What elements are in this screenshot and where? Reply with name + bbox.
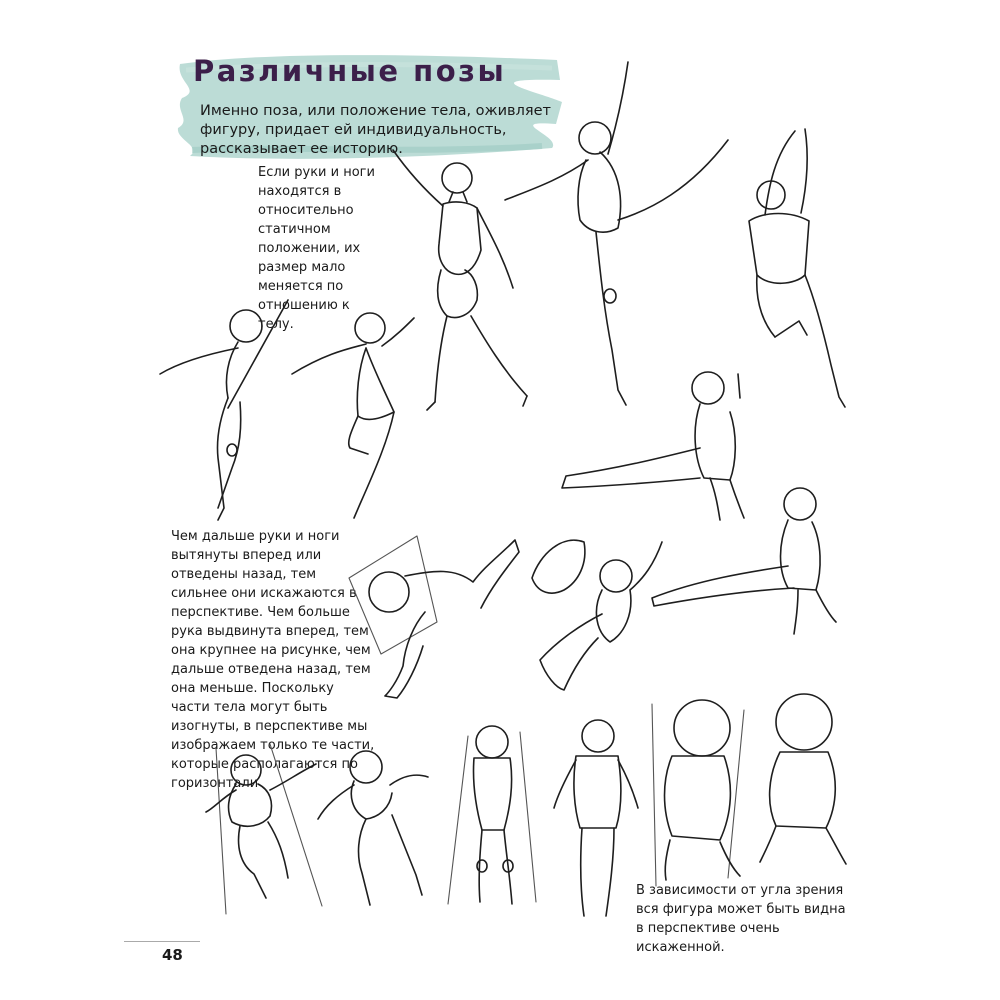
figure-sketch-foreshortened-lunge xyxy=(345,526,525,702)
figure-sketch-back-view xyxy=(548,712,644,922)
figure-sketch-kneel-extended-leg xyxy=(648,480,843,640)
figure-sketch-top-down-crouch xyxy=(754,686,850,870)
figure-sketch-top-down-boxes xyxy=(644,690,754,888)
page-title: Различные позы xyxy=(193,54,507,88)
figure-sketch-run-guides xyxy=(196,738,326,916)
figure-sketch-standing-guides xyxy=(438,712,544,912)
page-number: 48 xyxy=(162,946,183,964)
note-perspective-limbs: Чем дальше руки и ноги вытянуты вперед или отведены назад, тем сильнее они искажаются в перспективе. Чем больше рука выдвинута вперед, тем она крупнее на рисунке, чем дальше отведена назад, тем она меньше. Поскольку части тела могут быть изогнуты, в перспективе мы изображаем только те части, которые располагаются по горизонтали xyxy=(171,529,375,791)
page-footer-line xyxy=(124,941,200,942)
figure-sketch-leap-reach xyxy=(288,300,428,522)
note-static-limbs: Если руки и ноги находятся в относительно статичном положении, их размер мало меняется по отношению к телу. xyxy=(258,165,375,332)
figure-sketch-lunge-forward xyxy=(312,745,436,913)
figure-sketch-arabesque xyxy=(500,60,735,410)
note-view-angle: В зависимости от угла зрения вся фигура может быть видна в перспективе очень искаженной. xyxy=(636,883,846,955)
intro-text: Именно поза, или положение тела, оживляет фигуру, придает ей индивидуальность, рассказывает ее историю. xyxy=(200,103,551,157)
figure-sketch-side-bend xyxy=(158,298,298,523)
